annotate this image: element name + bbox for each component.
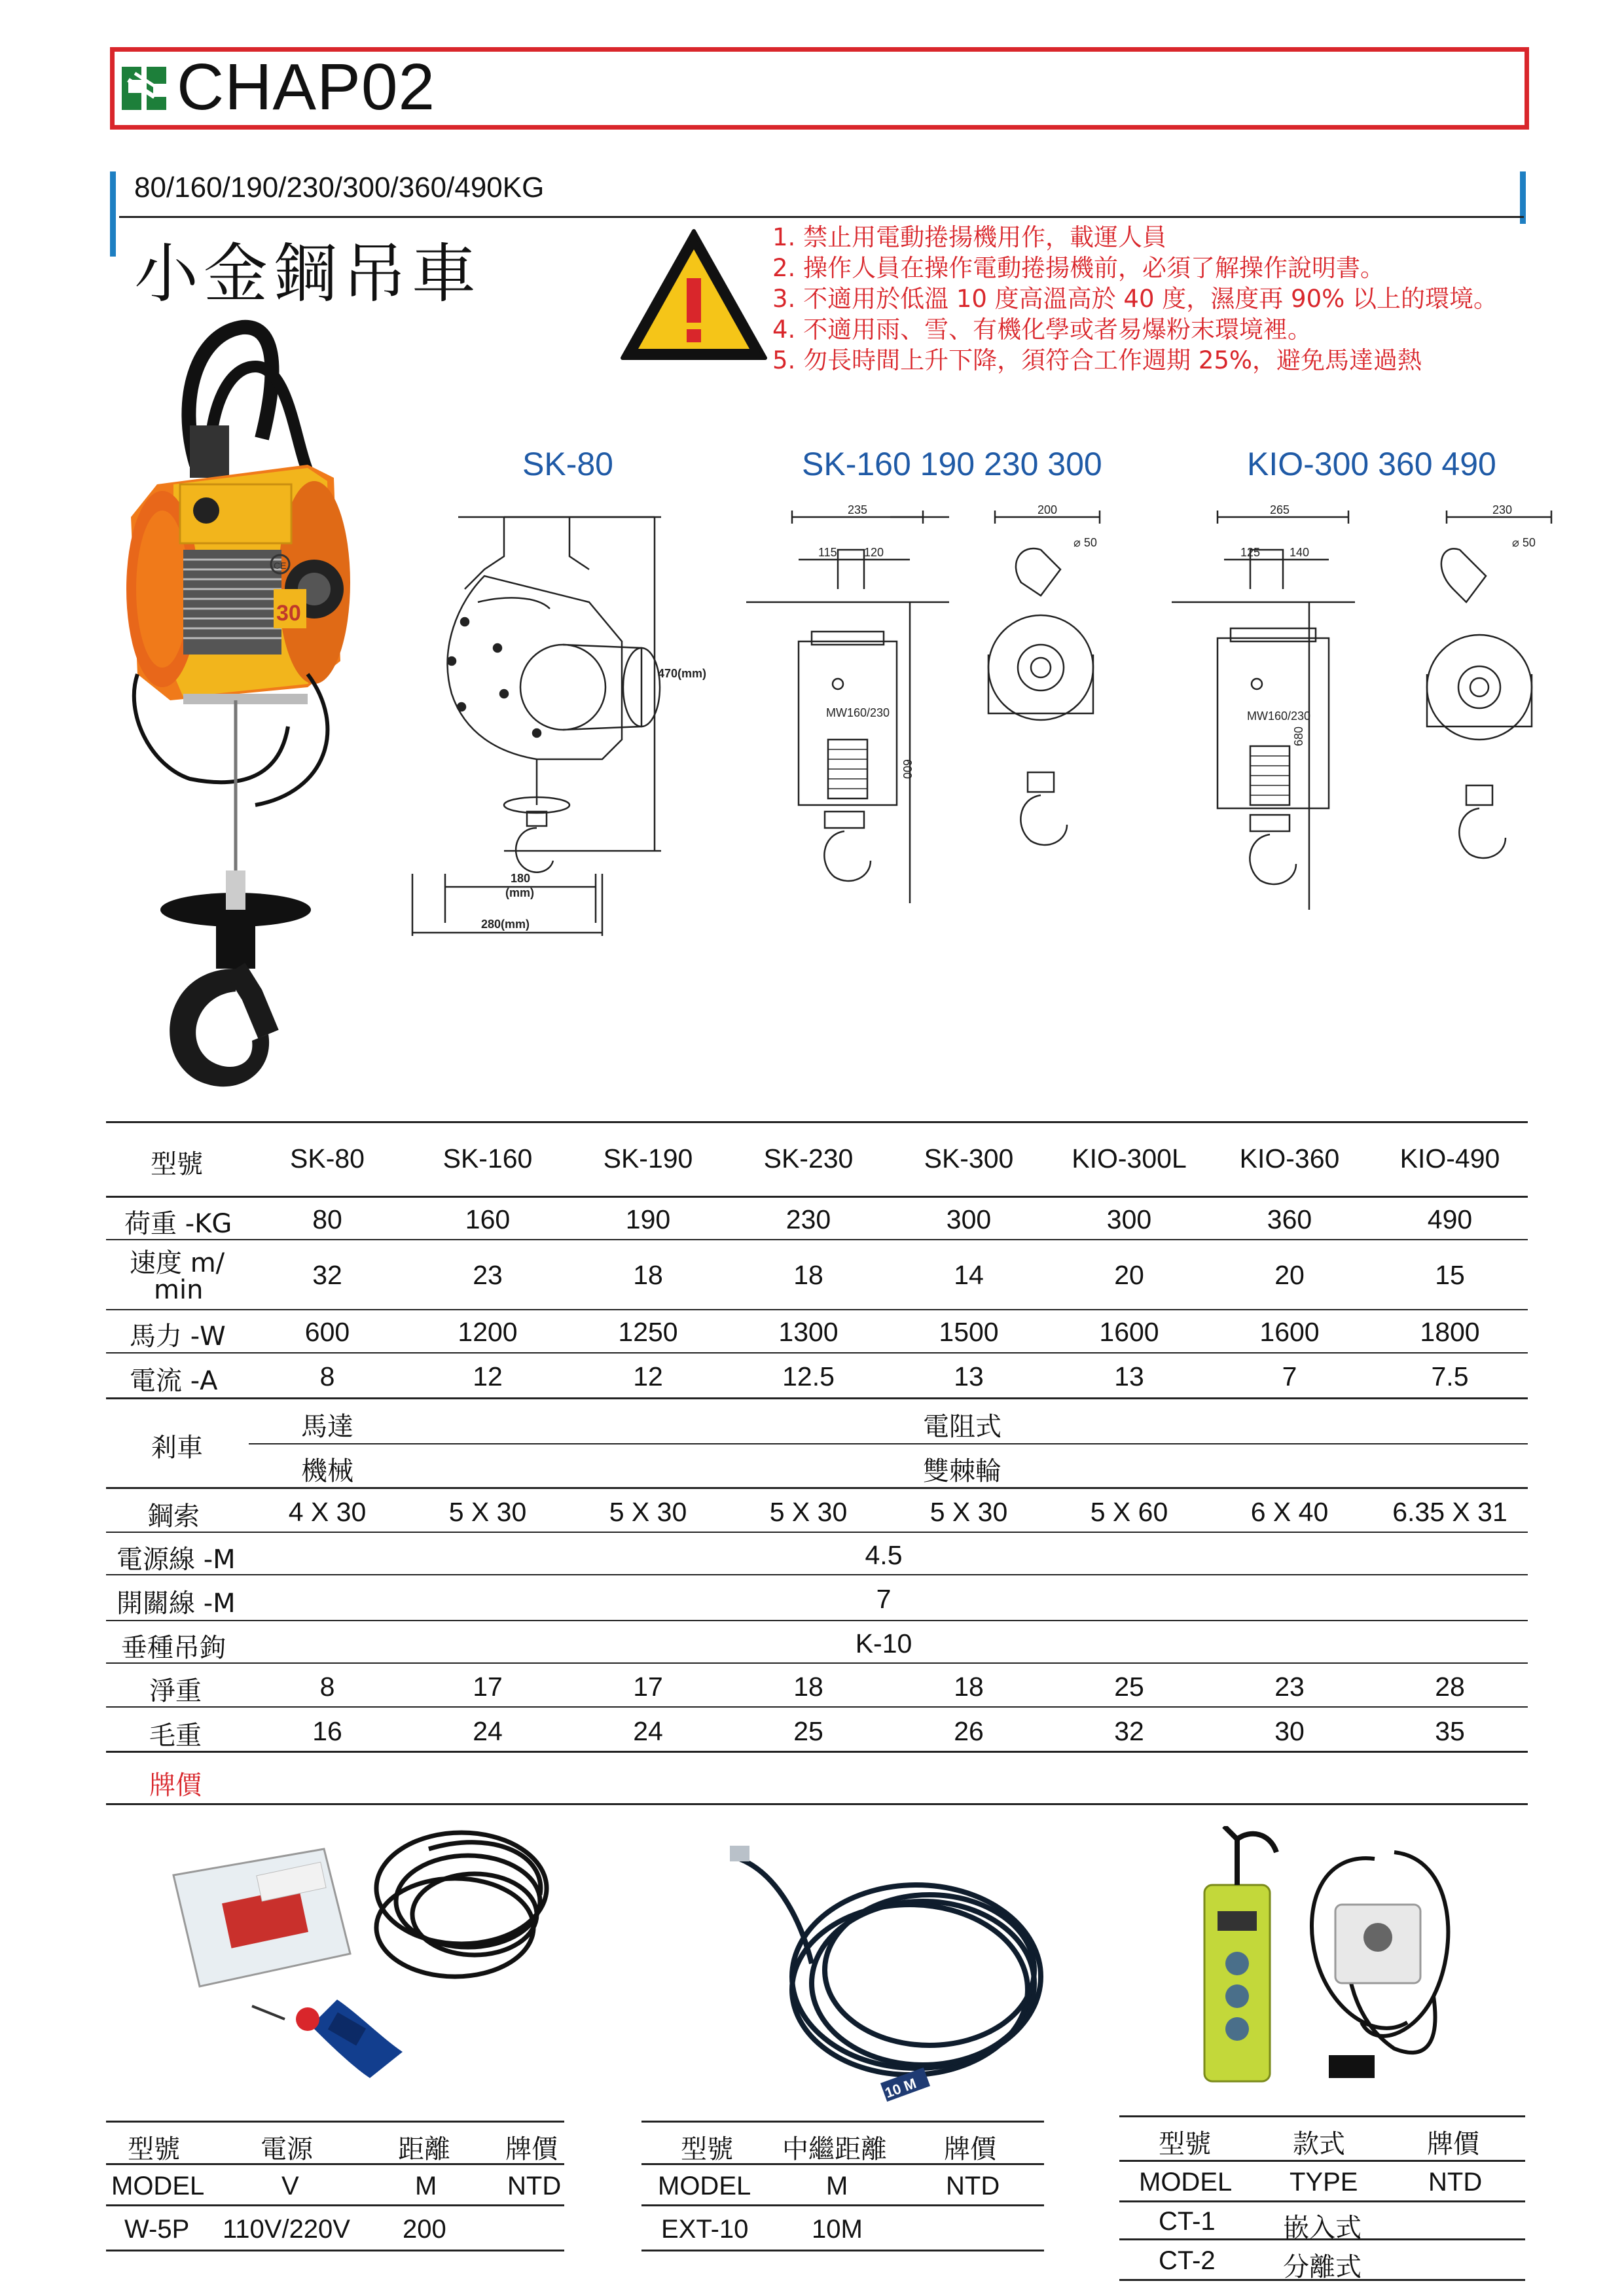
current-value-2: 12 (473, 1361, 503, 1391)
extension-sub-model: MODEL (658, 2172, 751, 2200)
sk160-height: 600 (901, 759, 914, 780)
kio-width-b: 140 (1290, 546, 1310, 559)
extension-distance-value: 10M (812, 2215, 863, 2244)
rope-value-6: 5 X 60 (1090, 1497, 1168, 1527)
sk160-diameter: ⌀ 50 (1074, 536, 1097, 549)
drawing-title-kio: KIO-300 360 490 (1247, 446, 1496, 482)
current-value-7: 7 (1282, 1361, 1297, 1391)
warning-triangle-icon (619, 226, 769, 363)
pendant-sub-type: TYPE (1290, 2168, 1358, 2197)
rope-value-2: 5 X 30 (448, 1497, 527, 1527)
power-value-8: 1800 (1420, 1317, 1480, 1347)
wireless-header-power: 電源 (261, 2134, 313, 2164)
wireless-header-model: 型號 (128, 2134, 180, 2164)
current-value-6: 13 (1114, 1361, 1144, 1391)
sk160-side-width: 200 (1038, 503, 1058, 516)
wireless-sub-volt: V (281, 2172, 299, 2200)
net-weight-value-6: 25 (1114, 1672, 1144, 1702)
sk80-height-label: 470(mm) (658, 667, 707, 680)
gross-weight-value-6: 32 (1114, 1716, 1144, 1746)
net-weight-value-7: 23 (1274, 1672, 1305, 1702)
kio-side-width: 230 (1492, 503, 1513, 516)
speed-value-8: 15 (1435, 1260, 1465, 1290)
speed-value-5: 14 (954, 1260, 984, 1290)
pendant-row2-model: CT-2 (1159, 2246, 1216, 2275)
header-model-7: KIO-360 (1239, 1143, 1340, 1174)
warning-4: 4. 不適用雨、雪、有機化學或者易爆粉末環境裡。 (772, 315, 1312, 344)
brake-mech-value: 雙棘輪 (923, 1456, 1001, 1486)
extension-header-model: 型號 (681, 2134, 733, 2164)
wireless-remote-photo (154, 1803, 573, 2104)
rope-value-1: 4 X 30 (288, 1497, 367, 1527)
drawing-title-sk80: SK-80 (522, 446, 613, 482)
net-weight-value-5: 18 (954, 1672, 984, 1702)
wireless-power-value: 110V/220V (223, 2215, 350, 2244)
current-value-5: 13 (954, 1361, 984, 1391)
header-model-5: SK-300 (924, 1143, 1014, 1174)
pendant-header-model: 型號 (1159, 2129, 1211, 2159)
header-model-6: KIO-300L (1072, 1143, 1187, 1174)
extension-model-value: EXT-10 (661, 2215, 749, 2244)
header-model-8: KIO-490 (1399, 1143, 1500, 1174)
speed-value-1: 32 (312, 1260, 342, 1290)
ce-mark: CE (274, 560, 287, 571)
row-label-load: 荷重 -KG (124, 1209, 232, 1239)
pendant-header-price: 牌價 (1427, 2129, 1479, 2159)
header-model-2: SK-160 (442, 1143, 533, 1174)
power-value-2: 1200 (458, 1317, 518, 1347)
cable-tag: 10 M (882, 2075, 919, 2102)
load-value-5: 300 (946, 1204, 992, 1234)
current-value-4: 12.5 (782, 1361, 835, 1391)
wireless-header-price: 牌價 (505, 2134, 558, 2164)
net-weight-value-2: 17 (473, 1672, 503, 1702)
pendant-switch-photo (1178, 1826, 1453, 2114)
row-label-speed: 速度 m/ (130, 1248, 225, 1278)
rope-value-3: 5 X 30 (609, 1497, 687, 1527)
load-value-4: 230 (785, 1204, 831, 1234)
wireless-header-distance: 距離 (398, 2134, 450, 2164)
speed-value-6: 20 (1114, 1260, 1144, 1290)
sk80-drawing (406, 497, 746, 942)
load-value-6: 300 (1106, 1204, 1152, 1234)
product-name: 小金鋼吊車 (134, 237, 482, 312)
power-cord-value: 4.5 (865, 1540, 903, 1570)
sk80-width1-unit: (mm) (505, 886, 534, 899)
power-value-6: 1600 (1099, 1317, 1159, 1347)
wireless-sub-model: MODEL (111, 2172, 205, 2200)
kio-plate: MW160/230 (1247, 709, 1311, 723)
row-label-current: 電流 -A (130, 1366, 218, 1396)
power-value-7: 1600 (1259, 1317, 1320, 1347)
net-weight-value-4: 18 (793, 1672, 823, 1702)
accent-bar-left (110, 171, 116, 257)
hoist-photo (111, 308, 406, 1132)
kio-total-width: 265 (1270, 503, 1290, 516)
brake-motor-label: 馬達 (301, 1412, 353, 1442)
power-value-1: 600 (304, 1317, 350, 1347)
row-label-gross-weight: 毛重 (149, 1721, 202, 1751)
rope-value-4: 5 X 30 (769, 1497, 848, 1527)
speed-value-7: 20 (1274, 1260, 1305, 1290)
kio-drawing (1159, 497, 1578, 969)
hook-value: K-10 (855, 1628, 912, 1659)
sk160-plate: MW160/230 (826, 706, 890, 719)
header-model-3: SK-190 (603, 1143, 693, 1174)
sk160-drawing (733, 497, 1152, 969)
wireless-model-value: W-5P (124, 2215, 190, 2244)
extension-cable-photo (720, 1833, 1060, 2108)
switch-cord-value: 7 (876, 1584, 892, 1614)
gross-weight-value-8: 35 (1435, 1716, 1465, 1746)
drawing-title-sk160: SK-160 190 230 300 (802, 446, 1102, 482)
capacity-list: 80/160/190/230/300/360/490KG (134, 171, 545, 204)
load-value-7: 360 (1267, 1204, 1312, 1234)
load-value-8: 490 (1427, 1204, 1473, 1234)
chain-logo-icon (115, 54, 173, 123)
row-label-power: 馬力 -W (130, 1321, 226, 1352)
pendant-header-type: 款式 (1293, 2129, 1345, 2159)
load-value-2: 160 (465, 1204, 511, 1234)
wireless-sub-ntd: NTD (507, 2172, 562, 2200)
sk160-total-width: 235 (848, 503, 868, 516)
warning-5: 5. 勿長時間上升下降，須符合工作週期 25%，避免馬達過熱 (772, 346, 1422, 374)
warning-2: 2. 操作人員在操作電動捲揚機前，必須了解操作說明書。 (772, 254, 1385, 282)
row-label-rope: 鋼索 (147, 1501, 200, 1532)
spec-header-label: 型號 (151, 1149, 203, 1179)
pendant-sub-ntd: NTD (1428, 2168, 1483, 2197)
power-value-4: 1300 (778, 1317, 839, 1347)
sk80-width1-label: 180 (511, 872, 531, 885)
sk160-width-a: 115 (818, 546, 837, 559)
pendant-row1-model: CT-1 (1159, 2207, 1216, 2236)
power-value-3: 1250 (618, 1317, 678, 1347)
wireless-distance-value: 200 (403, 2215, 446, 2244)
speed-value-2: 23 (473, 1260, 503, 1290)
rope-value-5: 5 X 30 (929, 1497, 1008, 1527)
extension-sub-ntd: NTD (946, 2172, 1000, 2200)
current-value-1: 8 (319, 1361, 335, 1391)
net-weight-value-1: 8 (319, 1672, 335, 1702)
rope-value-7: 6 X 40 (1250, 1497, 1329, 1527)
header-model-4: SK-230 (763, 1143, 854, 1174)
brake-mech-label: 機械 (301, 1456, 353, 1486)
sk80-width2-label: 280(mm) (481, 918, 530, 931)
speed-value-4: 18 (793, 1260, 823, 1290)
sk160-width-b: 120 (864, 546, 884, 559)
row-label-net-weight: 淨重 (149, 1676, 202, 1706)
chapter-title: CHAP02 (177, 50, 436, 124)
warning-3: 3. 不適用於低溫 10 度高溫高於 40 度，濕度再 90% 以上的環境。 (772, 285, 1498, 313)
row-label-price: 牌價 (149, 1770, 202, 1801)
rope-value-8: 6.35 X 31 (1392, 1497, 1507, 1527)
capacity-badge: 30 (276, 601, 301, 626)
wireless-sub-meter: M (415, 2172, 437, 2200)
kio-diameter: ⌀ 50 (1512, 536, 1536, 549)
pendant-sub-model: MODEL (1139, 2168, 1233, 2197)
row-label-hook: 垂種吊鉤 (121, 1633, 226, 1663)
gross-weight-value-3: 24 (633, 1716, 663, 1746)
power-value-5: 1500 (939, 1317, 999, 1347)
pendant-row2-type: 分離式 (1283, 2252, 1362, 2282)
extension-sub-meter: M (826, 2172, 848, 2200)
warning-1: 1. 禁止用電動捲揚機用作，載運人員 (772, 223, 1167, 251)
gross-weight-value-1: 16 (312, 1716, 342, 1746)
row-label-power-cord: 電源線 -M (117, 1545, 236, 1575)
net-weight-value-8: 28 (1435, 1672, 1465, 1702)
gross-weight-value-2: 24 (473, 1716, 503, 1746)
load-value-3: 190 (625, 1204, 671, 1234)
net-weight-value-3: 17 (633, 1672, 663, 1702)
header-model-1: SK-80 (290, 1143, 365, 1174)
load-value-1: 80 (312, 1204, 342, 1234)
row-label-switch-cord: 開關線 -M (117, 1588, 236, 1619)
row-label-brake: 剎車 (151, 1433, 203, 1463)
current-value-8: 7.5 (1431, 1361, 1469, 1391)
extension-header-price: 牌價 (944, 2134, 996, 2164)
pendant-row1-type: 嵌入式 (1283, 2213, 1362, 2243)
kio-width-a: 125 (1240, 546, 1261, 559)
title-divider (119, 216, 1524, 218)
current-value-3: 12 (633, 1361, 663, 1391)
extension-header-distance: 中繼距離 (782, 2134, 887, 2164)
row-label-speed-unit: min (154, 1275, 204, 1305)
gross-weight-value-7: 30 (1274, 1716, 1305, 1746)
brake-motor-value: 電阻式 (923, 1412, 1001, 1442)
gross-weight-value-5: 26 (954, 1716, 984, 1746)
speed-value-3: 18 (633, 1260, 663, 1290)
gross-weight-value-4: 25 (793, 1716, 823, 1746)
kio-height: 680 (1292, 726, 1305, 746)
